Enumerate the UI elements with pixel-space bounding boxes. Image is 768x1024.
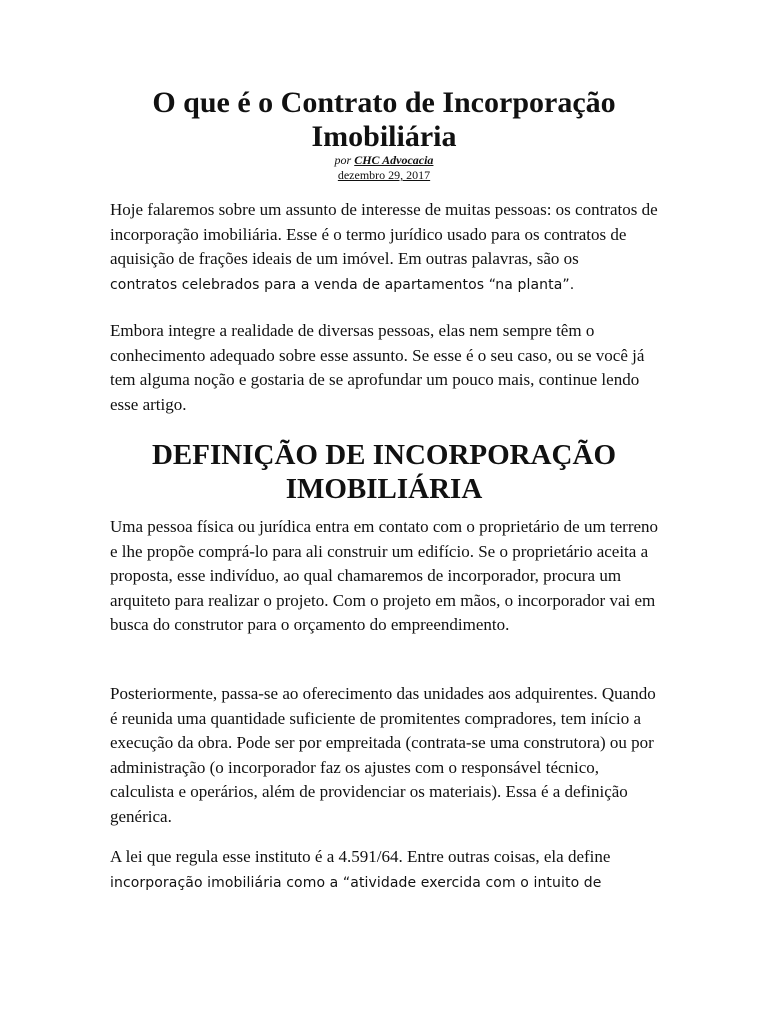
byline bbox=[110, 153, 658, 167]
law-paragraph bbox=[110, 845, 665, 895]
section-heading: DEFINIÇÃO DE INCORPORAÇÃO IMOBILIÁRIA bbox=[151, 439, 616, 505]
author-link[interactable]: CHC Advocacia bbox=[354, 153, 434, 167]
law-paragraph-text: A lei que regula esse instituto é a 4.591/64. Entre outras coisas, ela define bbox=[110, 847, 611, 866]
law-paragraph-tail: incorporação imobiliária como a “atividade exercida com o intuito de bbox=[110, 874, 602, 891]
definition-paragraph: Uma pessoa física ou jurídica entra em contato com o proprietário de um terreno e lhe propõe comprá-lo para ali construir um edifício. Se o proprietário aceita a proposta, esse indivíduo, ao qual chamaremos de incorporador, procura um arquiteto para realizar o projeto. Com o projeto em mãos, o incorporador vai em busca do construtor para o orçamento do empreendimento. bbox=[110, 517, 659, 634]
context-paragraph: Embora integre a realidade de diversas pessoas, elas nem sempre têm o conhecimento adequado sobre esse assunto. Se esse é o seu caso, ou se você já tem alguma noção e gostaria de se aprofundar um pouco mais, continue lendo esse artigo. bbox=[110, 321, 645, 414]
intro-paragraph bbox=[110, 198, 665, 297]
process-paragraph: Posteriormente, passa-se ao oferecimento das unidades aos adquirentes. Quando é reunida uma quantidade suficiente de promitentes compradores, tem início a execução da obra. Pode ser por empreitada (contrata-se uma construtora) ou por administração (o incorporador faz os ajustes com o responsável técnico, calculista e operários, além de providenciar os materiais). Essa é a definição genérica. bbox=[110, 684, 656, 826]
intro-paragraph-text: Hoje falaremos sobre um assunto de interesse de muitas pessoas: os contratos de incorporação imobiliária. Esse é o termo jurídico usado para os contratos de aquisição de frações ideais de um imóvel. Em outras palavras, são os bbox=[110, 200, 658, 268]
intro-paragraph-tail: contratos celebrados para a venda de apartamentos “na planta”. bbox=[110, 276, 575, 293]
publish-date: dezembro 29, 2017 bbox=[337, 168, 431, 182]
byline-prefix: por bbox=[334, 153, 352, 167]
article-title: O que é o Contrato de Incorporação Imobiliária bbox=[152, 86, 616, 153]
